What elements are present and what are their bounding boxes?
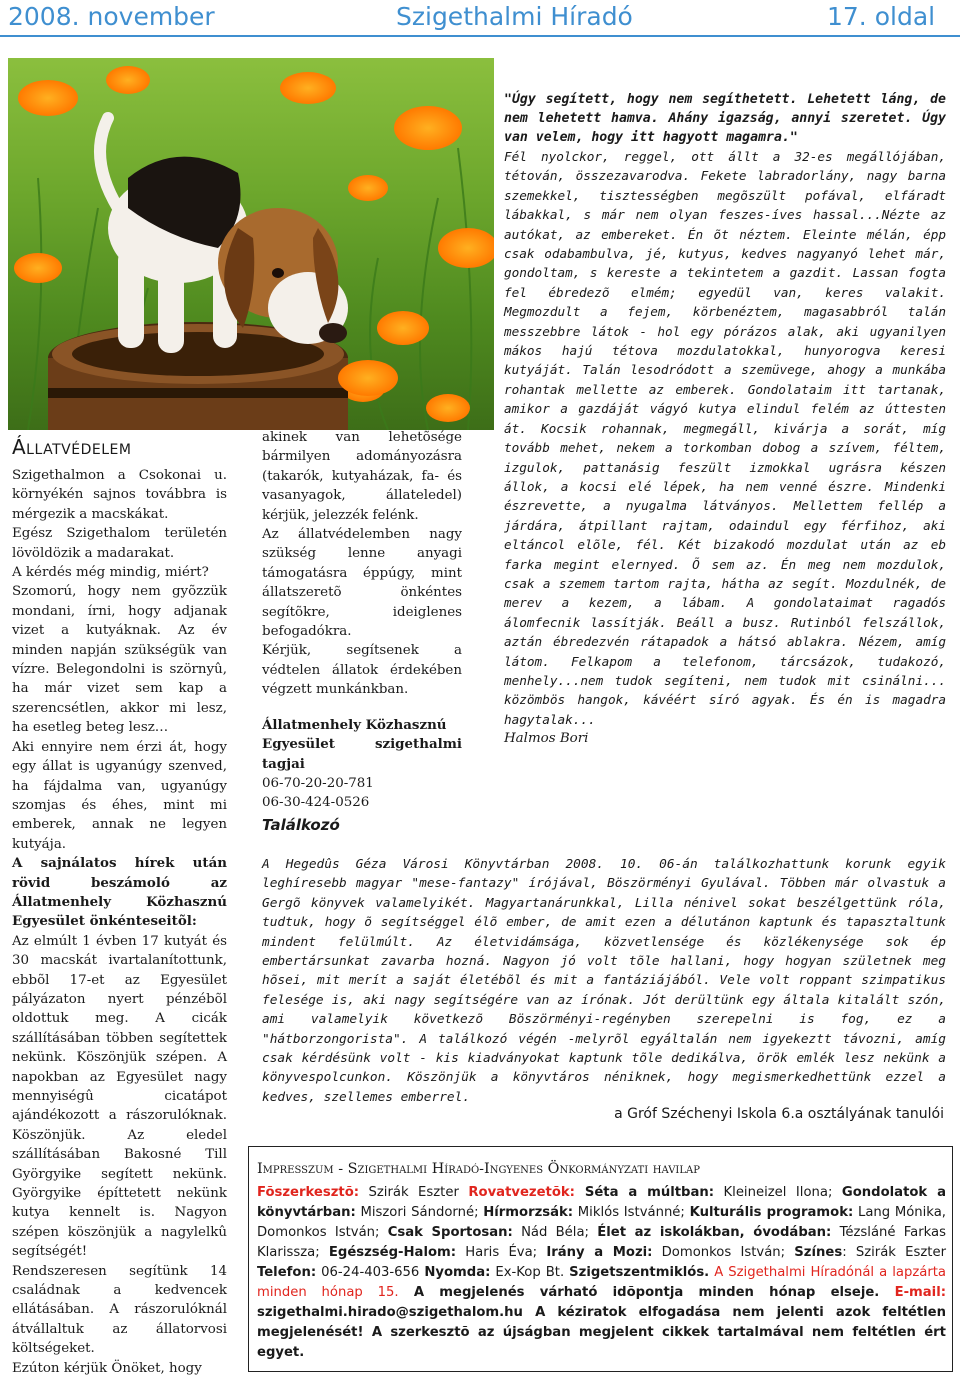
label: Színes <box>794 1245 843 1260</box>
label: Csak Sportosan: <box>387 1225 513 1240</box>
paragraph: Egész Szigethalom területén lövöldözik a madarakat. <box>12 526 227 561</box>
phone-number: 06-70-20-20-781 <box>262 775 374 791</box>
label: Hírmorzsák: <box>483 1205 574 1220</box>
story-author: Halmos Bori <box>504 731 589 747</box>
email-link[interactable]: szigethalmi.hirado@szigethalom.hu <box>257 1305 523 1320</box>
value: Domonkos István; <box>652 1245 795 1260</box>
label: Gondolatok a könyvtárban: <box>257 1185 946 1220</box>
page-number: 17. oldal <box>827 2 936 31</box>
label: E-mail: <box>894 1285 946 1300</box>
label: Rovatvezetõk: <box>468 1185 575 1200</box>
disclaimer: A kéziratok elfogadása nem jelenti azok feltétlen megjelenését! A szerkesztõ az újságban megjelent cikkek tartalmával nem feltétlen ért egyet. <box>257 1305 946 1360</box>
paragraph: A kérdés még mindig, miért? <box>12 565 209 581</box>
value: Miklós Istvánné; <box>573 1205 690 1220</box>
label: Egészség-Halom: <box>328 1245 457 1260</box>
label: Élet az iskolákban, óvodában: <box>597 1225 832 1240</box>
impressum-box <box>248 1146 953 1372</box>
value: Miszori Sándorné; <box>355 1205 484 1220</box>
issue-date: 2008. november <box>8 2 215 31</box>
section-title: Állatvédelem <box>12 435 132 459</box>
paragraph: Rendszeresen segítünk 14 családnak a kedvencek ellátásában. A rászorulóknál átvállaltuk az állatorvosi költségeket. <box>12 1263 227 1357</box>
page-header <box>0 0 960 34</box>
story-quote: "Úgy segített, hogy nem segíthetett. Lehetett láng, de nem lehetett hamva. Ahány igazság, annyi szeretet. Úgy van velem, hogy itt hagyott magamra." <box>504 92 946 145</box>
meeting-text: A Hegedûs Géza Városi Könyvtárban 2008. 10. 06-án találkozhattunk korunk egyik leghíresebb magyar "mese-fantazy" írójával, Böszörményi Gyulával. Többen már olvastuk a Gergõ könyvek valamelyikét. Magyartanárunkkal, Lilla nénivel sokat beszélgettünk róla, tudtuk, hogy õ segítséggel élõ ember, de amit ezen a délutánon kaptunk és tapasztaltunk mindent felülmúlt. Az életvidámsága, közvetlensége és közlékenysége sok ép embertársunkat zavarba hozná. Nagyon jó volt tõle hallani, hogy hogyan születnek meg hõsei, mit merít a saját életébõl és mit a fantáziájából. Vele volt roppant szimpatikus felesége is, aki nagy segítségére van az írónak. Jót derültünk egy általa kitalált szón, ami valamelyik következõ Böszörményi-regényben szerepelni is fog, ez a "hátborzongorista". A találkozó végén -melyrõl egyáltalán nem igyekeztt távozni, amíg csak kérdésünk volt - kis kiadványokat kaptunk tõle dedikálva, örök emlék lesz nekünk a könyvespolcunkon. Köszönjük a könyvtáros néniknek, hogy megismerkedhettünk ezzel a kedves, szellemes emberrel. <box>262 857 946 1105</box>
publication-note: A megjelenés várható idõpontja minden hónap elseje. <box>398 1285 895 1300</box>
photo-illustration <box>8 58 494 430</box>
value: Lang Mónika, Domonkos István; <box>257 1205 946 1240</box>
label: Séta a múltban: <box>574 1185 715 1200</box>
newspaper-title: Szigethalmi Híradó <box>396 2 633 31</box>
paragraph: Szomorú, hogy nem gyõzzük mondani, írni, hogy adjanak vizet a kutyáknak. Az év minden napján szükségük van vízre. Belegondolni is szörnyû, ha már vizet sem kap a szerencsétlen, akkor mi lesz, ha esetleg beteg lesz… <box>12 584 227 736</box>
label: Kulturális programok: <box>689 1205 854 1220</box>
label: Telefon: <box>257 1265 317 1280</box>
paragraph: Szigethalmon a Csokonai u. környékén sajnos továbbra is mérgezik a macskákat. <box>12 468 227 522</box>
report-intro: A sajnálatos hírek után rövid beszámoló az Állatmenhely Közhasznú Egyesület önkénteseitõl: <box>12 855 227 930</box>
impressum-title: Impresszum - Szigethalmi Híradó-Ingyenes Önkormányzati havilap <box>257 1161 700 1177</box>
paragraph: akinek van lehetõsége bármilyen adományozásra (takarók, kutyaházak, fa- és vasanyagok, állateledel) kérjük, jelezzék felénk. <box>262 430 462 523</box>
header-rule <box>0 35 960 37</box>
paragraph: Az állatvédelemben nagy szükség lenne anyagi támogatásra éppúgy, mint állatszeretõ önkéntes segítõkre, ideiglenes befogadókra. <box>262 527 462 640</box>
value: Szigetszentmiklós. <box>569 1265 710 1280</box>
label: Fõszerkesztõ: <box>257 1185 360 1200</box>
phone-number: 06-30-424-0526 <box>262 795 370 811</box>
deadline-note: A Szigethalmi Híradónál a lapzárta minden hónap 15. <box>257 1265 946 1300</box>
value: : Szirák Eszter <box>842 1245 946 1260</box>
meeting-title: Találkozó <box>262 816 340 834</box>
story-column <box>504 90 946 749</box>
org-name-line2: Egyesület szigethalmi tagjai <box>262 736 462 772</box>
paragraph: Kérjük, segítsenek a védtelen állatok érdekében végzett munkánkban. <box>262 643 462 698</box>
value: 06-24-403-656 <box>316 1265 425 1280</box>
label: Nyomda: <box>424 1265 491 1280</box>
value: Szirák Eszter <box>359 1185 469 1200</box>
paragraph: Az elmúlt 1 évben 17 kutyát és 30 macskát ivartalanítottunk, ebbõl 17-et az Egyesület pályázaton nyert pénzébõl oldottuk meg. A cicák szállításában többen segítettek nekünk. Köszönjük szépen. A napokban az Egyesület nagy mennyiségû cicatápot ajándékozott a rászorulóknak. Köszönjük. Az eledel szállításában Bakosné Till Györgyike segített nekünk. Györgyike építtetett nekünk kutya kennelt is. Nagyon szépen köszönjük a nagylelkû segítségét! <box>12 933 227 1260</box>
donation-column <box>262 428 462 813</box>
story-text: Fél nyolckor, reggel, ott állt a 32-es megállójában, tétován, összezavarodva. Fekete labradorlány, nagy barna szemekkel, tisztességben megõszült pofával, elfáradt lábakkal, s már nem olyan feszes-íves hassal...Nézte az autókat, az embereket. Én õt néztem. Eleinte mélán, épp csak odabambulva, jé, kutyus, kedves nagyanyó lehet már, gondoltam, s kereste a tekintetem a gazdit. Lassan fogta fel ébredezõ elmém; egyedül van, keres valakit. Megmozdult a fejem, körbenéztem, magasabbról talán messzebbre látok - hol egy pórázos alak, aki ugyanilyen mákos hajú tétova mozdulatokkal, hunyorogva keresi kutyáját. Talán lesodródott a szemüvege, ahogy a munkába rohantak mellette az emberek. Gondolataim itt tartanak, amikor a gazdáját vágyó kutya elindul felém az úttesten át. Kocsik rohannak, megmegáll, kivárja a sorát, míg tovább mehet, nekem a torkomban dobog a szívem, féltem, izgulok, pattanásig feszült izmokkal ugrásra készen állok, a kocsi elé lépek, ha nem venné észre. Mindenki észrevette, a nyugalma látványos. Mellettem fellép a járdára, átpillant rajtam, odaindul egy férfihoz, aki eltáncol elõle, fél. Két bizakodó mozdulat után az eb farka megint elernyed. Õ sem az. Én meg nem mozdulok, csak a szemem tartom rajta, hátha az segít. Mozdulnék, de merev a kezem, a lábam. A gondolataimat ragadós álomfecnik lassítják. Beáll a busz. Rutinból felszállok, aztán ébredezvén rátapadok a hátsó ablakra. Nézem, amíg látom. Felkapom a telefonom, tárcsázok, tudakozó, menhely...nem tudok segíteni, nem tudok mit csinálni... közömbös hangok, kávéért síró agyak. És én is magadra hagytalak... <box>504 149 946 727</box>
value: Nád Béla; <box>512 1225 598 1240</box>
org-name-line1: Állatmenhely Közhasznú <box>262 716 447 733</box>
value: Ex-Kop Bt. <box>490 1265 570 1280</box>
value: Tézsláné Farkas Klarissza; <box>257 1225 946 1260</box>
meeting-signature: a Gróf Széchenyi Iskola 6.a osztályának tanulói <box>614 1106 944 1122</box>
value: Kleineizel Ilona; <box>714 1185 842 1200</box>
paragraph: Ezúton kérjük Önöket, hogy <box>12 1360 202 1376</box>
beagle-puppy-photo <box>8 58 494 430</box>
paragraph: Aki ennyire nem érzi át, hogy egy állat is ugyanúgy szenved, ha fájdalma van, ugyanúgy szomjas és éhes, mint mi emberek, annak ne legyen kutyája. <box>12 739 227 852</box>
label: Irány a Mozi: <box>546 1245 653 1260</box>
impressum-body <box>257 1183 946 1363</box>
value: Haris Éva; <box>456 1245 547 1260</box>
animal-protection-column <box>12 434 227 1378</box>
